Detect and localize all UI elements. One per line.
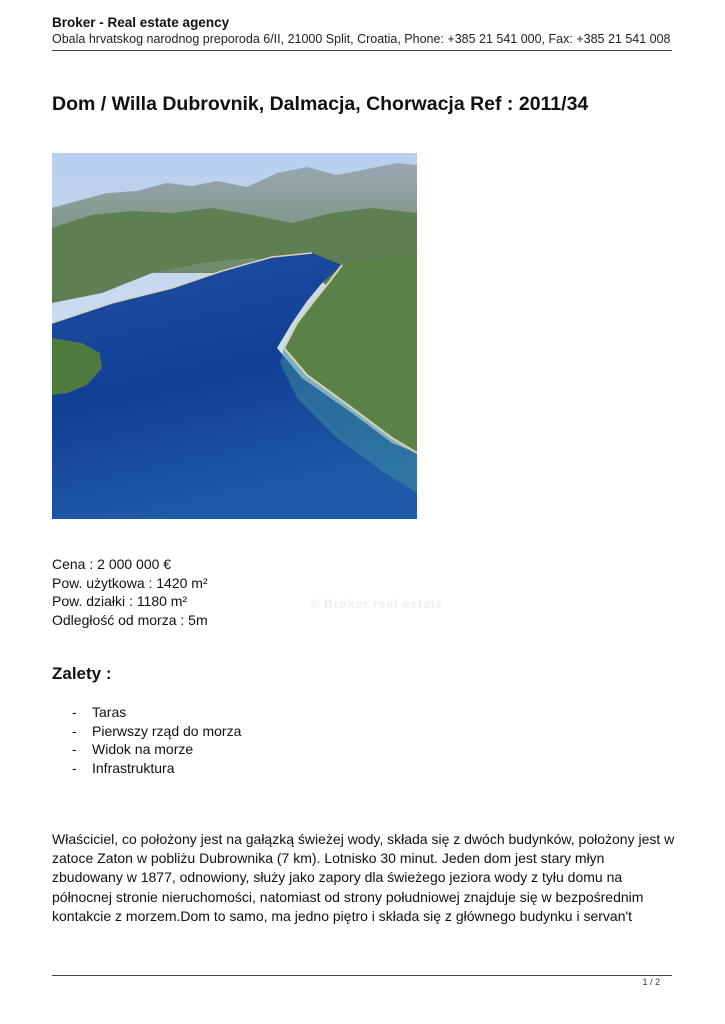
page-number: 1 / 2 bbox=[642, 977, 660, 987]
feature-label: Widok na morze bbox=[92, 741, 194, 757]
property-description: Właściciel, co położony jest na gałązką świeżej wody, składa się z dwóch budynków, położony jest w zatoce Zaton w pobliżu Dubrownika (7 km). Lotnisko 30 minut. Jeden dom jest stary młyn zbudowany w 1877, odnowiony, służy jako zapory dla świeżego jeziora wody z tyłu domu na północnej stronie nieruchomości, natomiast od strony południowej znajduje się w bezpośrednim kontakcie z morzem.Dom to samo, ma jedno piętro i składa się z głównego budynku i servan't bbox=[52, 831, 675, 924]
list-dash: - bbox=[72, 759, 77, 776]
fact-usable-area: Pow. użytkowa : 1420 m² bbox=[52, 574, 208, 591]
list-dash: - bbox=[72, 704, 77, 720]
agency-name: Broker - Real estate agency bbox=[52, 15, 230, 30]
feature-item bbox=[52, 703, 241, 722]
feature-item bbox=[52, 722, 241, 741]
list-dash: - bbox=[72, 741, 77, 757]
document-header bbox=[52, 15, 672, 47]
feature-label: Taras bbox=[92, 704, 127, 720]
feature-label: Pierwszy rząd do morza bbox=[92, 722, 242, 739]
features-list bbox=[52, 703, 241, 777]
feature-item bbox=[52, 740, 241, 759]
photo-watermark: © Broker real estate bbox=[310, 597, 444, 611]
fact-price: Cena : 2 000 000 € bbox=[52, 556, 172, 572]
agency-address: Obala hrvatskog narodnog preporoda 6/II, 21000 Split, Croatia, Phone: +385 21 541 000, Fax: +385 21 541 008 bbox=[52, 32, 671, 46]
list-dash: - bbox=[72, 722, 77, 739]
feature-label: Infrastruktura bbox=[92, 759, 175, 776]
property-facts bbox=[52, 555, 208, 629]
features-heading: Zalety : bbox=[52, 664, 112, 683]
feature-item bbox=[52, 759, 241, 778]
footer-divider bbox=[52, 975, 672, 976]
fact-plot-area: Pow. działki : 1180 m² bbox=[52, 593, 188, 609]
page-title: Dom / Willa Dubrovnik, Dalmacja, Chorwacja Ref : 2011/34 bbox=[52, 93, 589, 115]
header-divider bbox=[52, 50, 672, 51]
fact-sea-distance: Odległość od morza : 5m bbox=[52, 611, 208, 628]
